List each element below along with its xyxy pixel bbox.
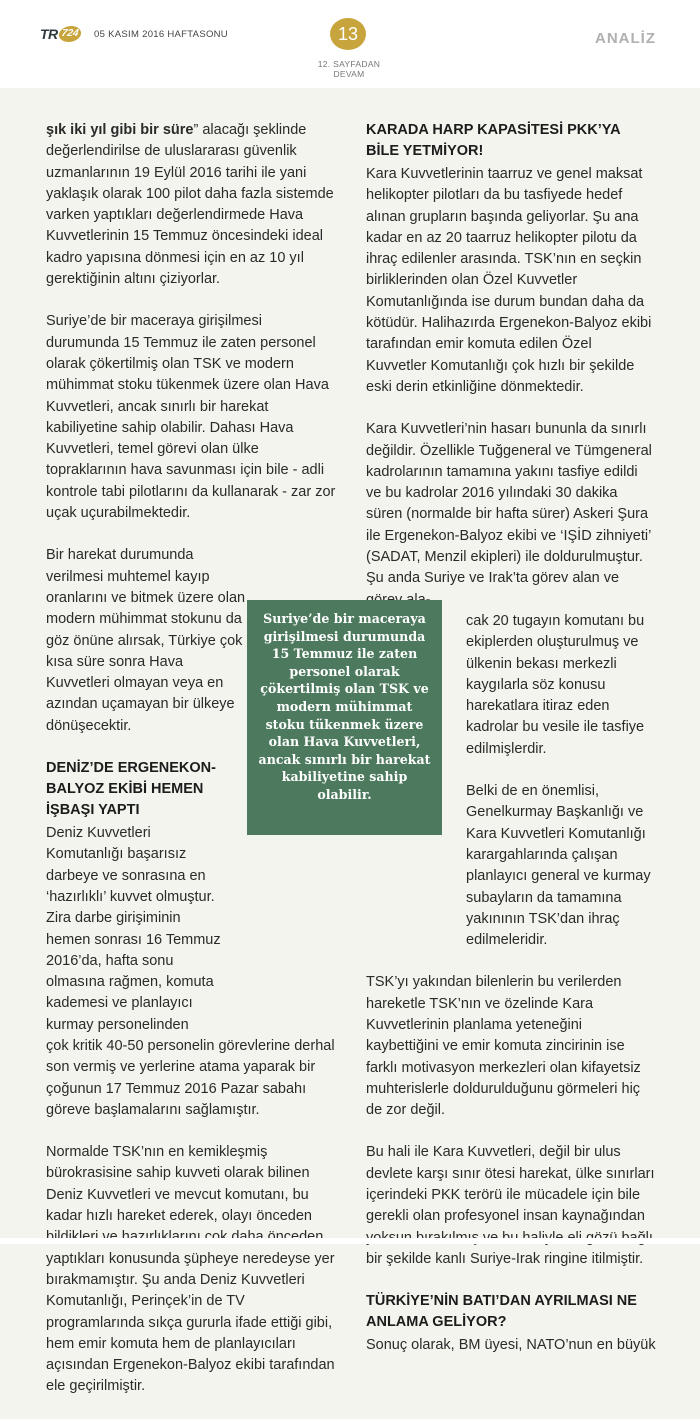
paragraph: Bu hali ile Kara Kuvvetleri, değil bir ulus devlete karşı sınır ötesi harekat, ülke sınırları içerindeki PKK terörü ile mücadele için bile gerekli olan profesyonel insan kaynağından bir şekilde kanlı Suriye-Irak ringine itilmiştir. xyxy=(366,1144,655,1267)
paragraph: TSK’yı yakından bilenlerin bu verilerden hareketle TSK’nın ve özelinde Kara Kuvvetlerinin planlama yeteneğini kaybettiğini ve emir komuta zincirinin ise farklı motivasyon merkezleri olan kifayetsiz muhterislerle doldurulduğunu görmeleri hiç de zor değil. xyxy=(366,974,641,1119)
page-header xyxy=(0,0,700,88)
paragraph: Sonuç olarak, BM üyesi, NATO’nun en büyük xyxy=(366,1337,656,1354)
publication-logo xyxy=(40,24,81,44)
paragraph: Bir harekat durumunda verilmesi muhtemel kayıp oranlarını ve bitmek üzere olan modern mühimmat stokunu da göz önüne alırsak, Türkiye çok kısa süre sonra Hava Kuvvetleri olmayan veya en azından uçamayan bir ülkeye dönüşecektir. xyxy=(46,547,246,734)
logo-724-badge: 724 xyxy=(57,26,82,42)
paragraph: Suriye’de bir maceraya girişilmesi durumunda 15 Temmuz ile zaten personel olarak çökertilmiş olan TSK ve modern mühimmat stoku tükenmek üzere olan Hava Kuvvetleri, ancak sınırlı bir harekat kabiliyetine sahip olabilir. Dahası Hava Kuvvetleri, temel görevi olan ülke topraklarının hava savunması için bile - adli kontrole tabi pilotlarını da kullanarak - zar zor uçak uçurabilmektedir. xyxy=(46,313,336,522)
section-heading: TÜRKİYE’NİN BATI’DAN AYRILMASI NE ANLAMA GELİYOR? xyxy=(366,1293,637,1331)
section-heading: KARADA HARP KAPASİTESİ PKK’YA BİLE YETMİYOR! xyxy=(366,122,621,159)
bottom-rule xyxy=(0,1238,700,1244)
lead-in-text: şık iki yıl gibi bir süre xyxy=(46,122,194,138)
paragraph: Kara Kuvvetlerinin taarruz ve genel maksat helikopter pilotları da bu tasfiyede hedef alınan grupların başında geliyorlar. Şu ana kadar en az 20 taarruz helikopter pilotu da ihraç edilenler arasında. TSK’nın en seçkin birliklerinden olan Özel Kuvvetler Komutanlığında ise durum bundan daha da kötüdür. Halihazırda Ergenekon-Balyoz ekibi tarafından emir komuta edilen Özel Kuvvetler Komutanlığı çok hızlı bir şekilde eski derin etkinliğine dönmektedir. xyxy=(366,166,652,395)
paragraph-narrow: Belki de en önemlisi, Genelkurmay Başkanlığı ve Kara Kuvvetleri Komutanlığı karargahlarında çalışan planlayıcı general ve kurmay subayların da tamamına yakınının TSK’dan ihraç edilmeleridir. xyxy=(466,783,651,949)
paragraph-narrow: cak 20 tugayın komutanı bu ekiplerden oluşturulmuş ve ülkenin bekası merkezli kaygılarla söz konusu harekatlara itiraz eden kadrolar bu vesile ile tasfiye edilmişlerdir. xyxy=(466,612,645,757)
page-number-badge: 13 xyxy=(330,18,366,50)
paragraph-narrow: Deniz Kuvvetleri Komutanlığı başarısız darbeye ve sonrasına en ‘hazırlıklı’ kuvvet olmuştur. Zira darbe girişiminin hemen sonrası 16 Temmuz 2016’da, hafta sonu olmasına rağmen, komuta kademesi ve planlayıcı kurmay personelinden xyxy=(46,825,221,1033)
paragraph: çok kritik 40-50 personelin görevlerine derhal son vermiş ve yerlerine atama yaparak bir çoğunun 17 Temmuz 2016 Pazar sabahı göreve başlamalarını sağlamıştır. xyxy=(46,1037,335,1118)
paragraph: Normalde TSK’nın en kemikleşmiş bürokrasisine sahip kuvveti olarak bilinen Deniz Kuvvetleri ve mevcut komutanı, bu kadar hızlı hareket ederek, olayı önceden yaptıkları konusunda şüpheye neredeyse yer bırakmamıştır. Şu anda Deniz Kuvvetleri Komutanlığı, Perinçek’in de TV programlarında sıkça gururla ifade ettiği gibi, hem emir komuta hem de planlayıcıları açısından Ergenekon-Balyoz ekibi tarafından ele geçirilmiştir. xyxy=(46,1144,335,1395)
logo-tr-text: TR xyxy=(40,26,58,42)
pull-quote: Suriye’de bir maceraya girişilmesi durumunda 15 Temmuz ile zaten personel olarak çökertilmiş olan TSK ve modern mühimmat stoku tükenmek üzere olan Hava Kuvvetleri, ancak sınırlı bir harekat kabiliyetine sahip olabilir. xyxy=(247,600,442,835)
issue-date: 05 KASIM 2016 HAFTASONU xyxy=(94,29,228,40)
section-heading: DENİZ’DE ERGENEKON-BALYOZ EKİBİ HEMEN İŞBAŞI YAPTI xyxy=(46,760,216,819)
continued-from-note: 12. SAYFADAN DEVAM xyxy=(317,59,381,79)
paragraph-text: ” alacağı şeklinde değerlendirilse de uluslararası güvenlik uzmanlarının 19 Eylül 2016 tarihi ile yani yaklaşık olarak 100 pilot daha fazla sistemde varken yaptıkları değerlendirmede Hava Kuvvetlerinin 15 Temmuz öncesindeki ideal kadro yapısına dönmesi için en az 10 yıl gerektiğinin altını çiziyorlar. xyxy=(46,122,334,288)
section-label: ANALİZ xyxy=(595,30,656,47)
paragraph-wide: Kara Kuvvetleri’nin hasarı bununla da sınırlı değildir. Özellikle Tuğgeneral ve Tümgeneral kadrolarının tamamına yakını tasfiye edildi ve bu kadrolar 2016 yılındaki 30 dakika süren (normalde bir hafta sürer) Askeri Şura ile Ergenekon-Balyoz ekibi ve ‘IŞİD zihniyeti’ (SADAT, Menzil ekipleri) ile doldurulmuştur. Şu anda Suriye ve Irak’ta görev alan ve xyxy=(366,421,652,587)
paragraph xyxy=(46,120,336,290)
